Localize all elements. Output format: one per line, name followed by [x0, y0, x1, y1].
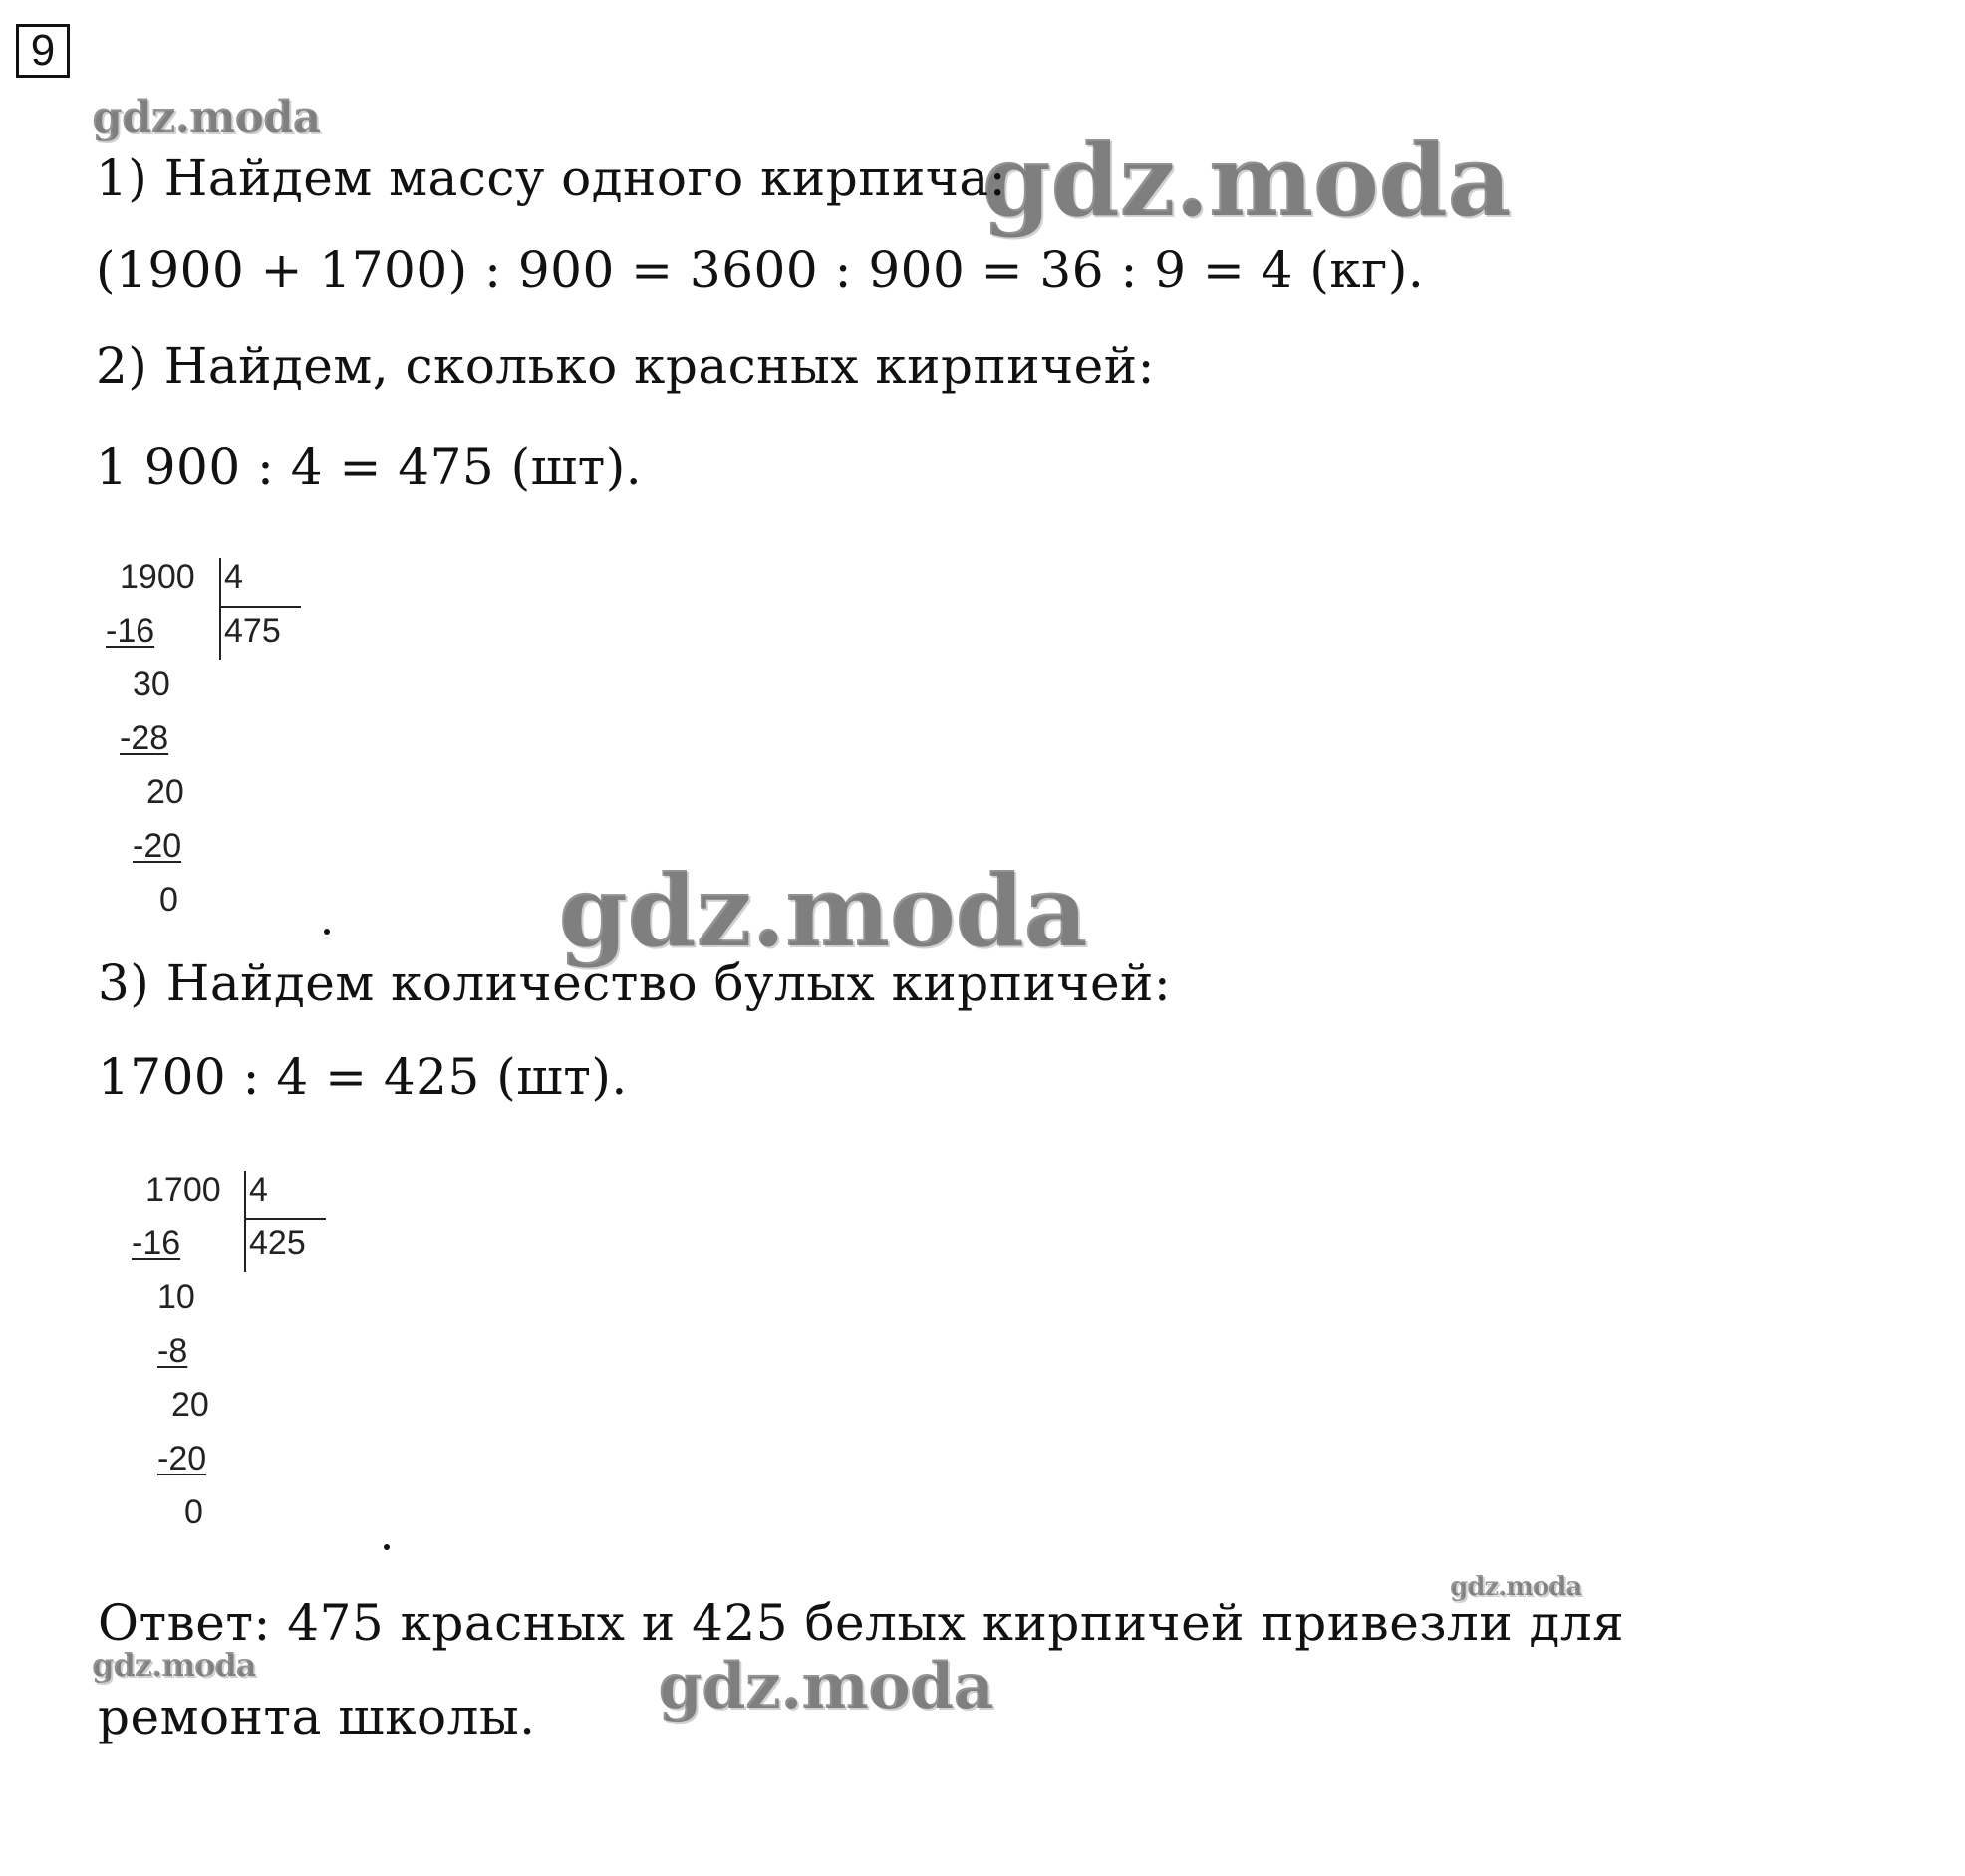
- divisor: 4: [249, 1171, 268, 1208]
- step3-heading: 3) Найдем количество булых кирпичей:: [98, 954, 1172, 1012]
- subtrahend-row: -28: [120, 719, 169, 757]
- watermark: gdz.moda: [92, 1646, 256, 1684]
- final-remainder: 0: [159, 881, 178, 919]
- step3-expression: 1700 : 4 = 425 (шт).: [98, 1048, 628, 1106]
- dividend: 1700: [145, 1171, 221, 1208]
- quotient: 425: [249, 1224, 306, 1262]
- watermark: gdz.moda: [982, 122, 1511, 239]
- quotient-bar: [219, 606, 301, 608]
- division-bar: [244, 1171, 246, 1272]
- subtrahend-row: -20: [157, 1440, 207, 1477]
- quotient: 475: [224, 612, 281, 650]
- remainder-row: 10: [157, 1278, 195, 1316]
- remainder-row: 30: [133, 666, 170, 703]
- watermark: gdz.moda: [558, 852, 1087, 969]
- answer-line-1: Ответ: 475 красных и 425 белых кирпичей привезли для: [98, 1594, 1625, 1652]
- divisor: 4: [224, 558, 243, 596]
- watermark: gdz.moda: [1450, 1572, 1582, 1602]
- watermark: gdz.moda: [658, 1649, 993, 1724]
- quotient-bar: [244, 1218, 326, 1220]
- task-number: 9: [16, 24, 70, 78]
- watermark: gdz.moda: [92, 92, 321, 142]
- step2-heading: 2) Найдем, сколько красных кирпичей:: [96, 337, 1155, 395]
- dot: [324, 929, 330, 935]
- step1-expression: (1900 + 1700) : 900 = 3600 : 900 = 36 : 9 = 4 (кг).: [96, 241, 1425, 299]
- division-bar: [219, 558, 221, 660]
- dot: [384, 1544, 390, 1550]
- answer-line-2: ремонта школы.: [98, 1688, 536, 1745]
- subtrahend-row: -20: [133, 827, 182, 865]
- dividend: 1900: [120, 558, 195, 596]
- subtrahend-row: -8: [157, 1332, 188, 1370]
- subtrahend-row: -16: [106, 612, 155, 650]
- remainder-row: 20: [146, 773, 184, 811]
- step1-heading: 1) Найдем массу одного кирпича:: [96, 149, 1007, 207]
- final-remainder: 0: [184, 1493, 203, 1531]
- remainder-row: 20: [171, 1386, 209, 1424]
- step2-expression: 1 900 : 4 = 475 (шт).: [96, 438, 643, 496]
- subtrahend-row: -16: [132, 1224, 181, 1262]
